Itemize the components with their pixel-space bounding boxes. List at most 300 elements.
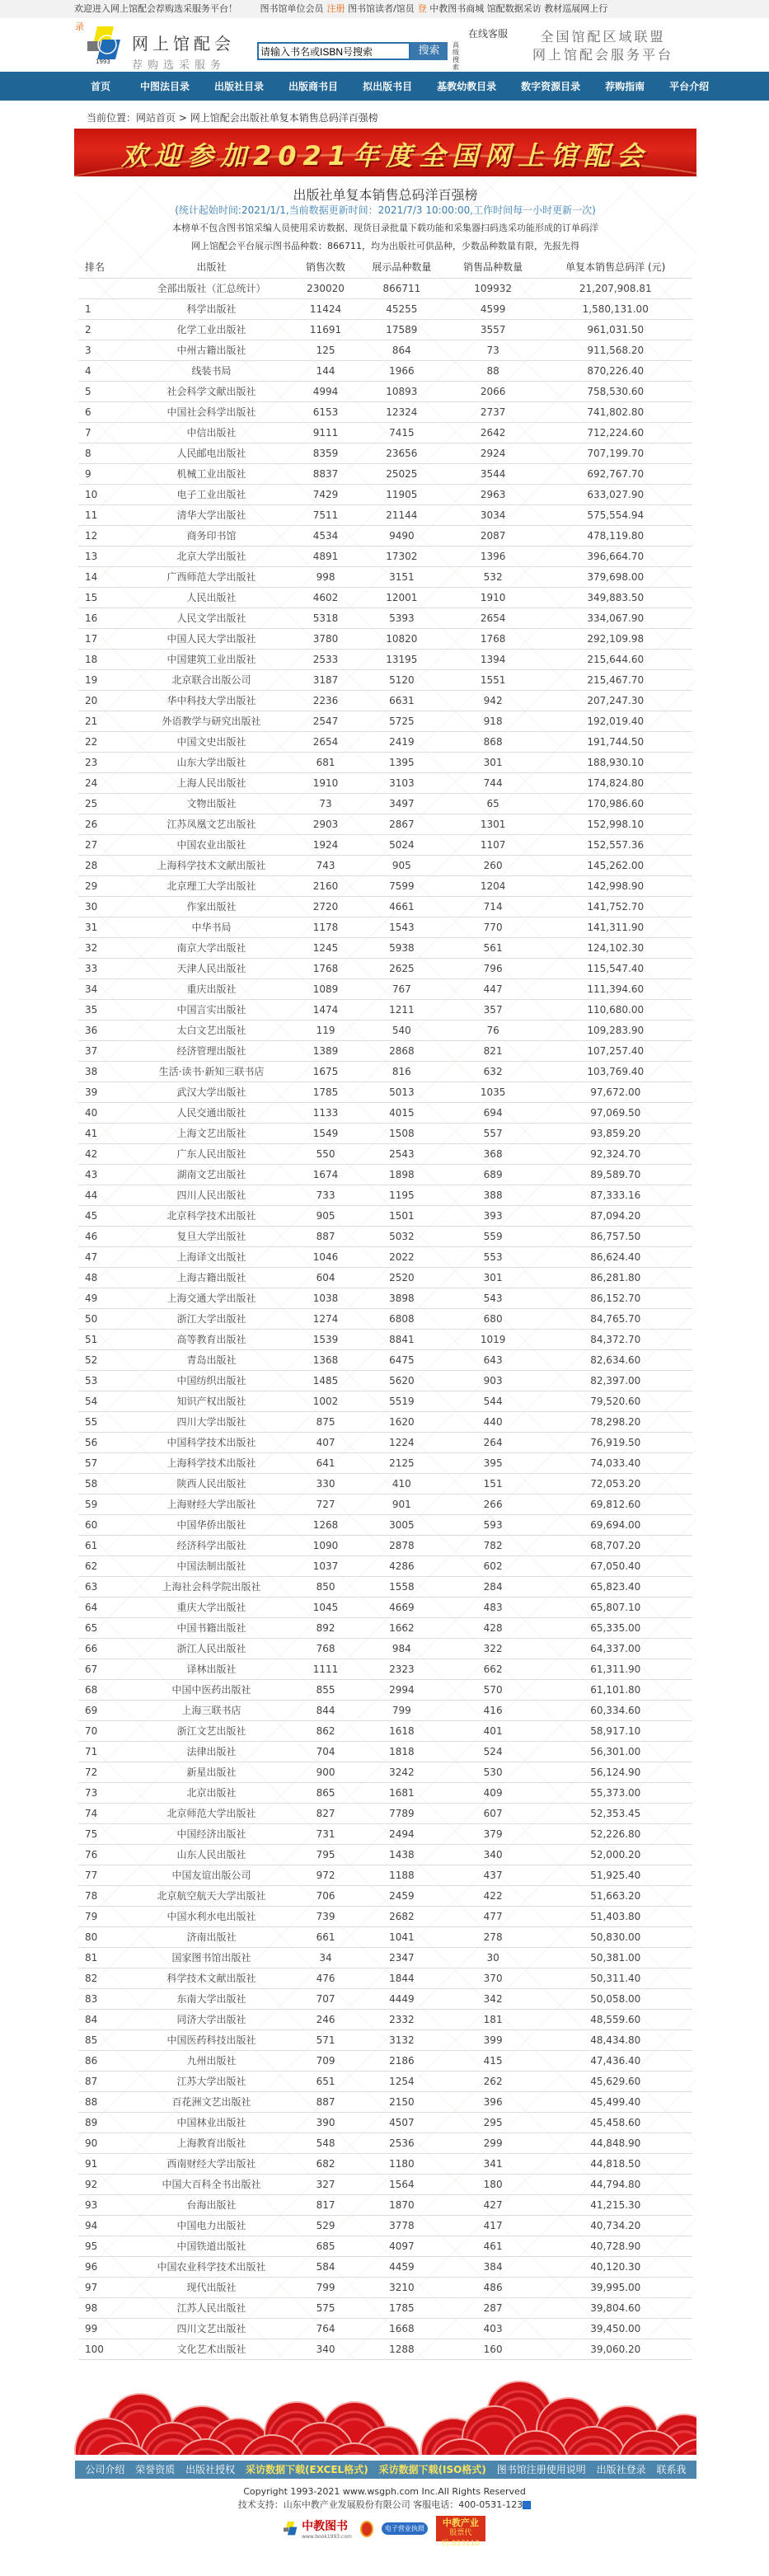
cell-publisher: 机械工业出版社 — [128, 463, 295, 484]
nav-k12-catalog[interactable]: 基教幼教目录 — [437, 81, 497, 92]
cell-sold-titles: 422 — [448, 1885, 539, 1906]
cell-publisher: 中国科学技术出版社 — [128, 1432, 295, 1452]
cell-shown-titles: 1785 — [356, 2297, 448, 2318]
cell-sales-count: 246 — [295, 2009, 356, 2029]
cell-sales-count: 1089 — [295, 978, 356, 999]
cell-sold-titles: 643 — [448, 1349, 539, 1370]
cell-shown-titles: 3005 — [356, 1514, 448, 1535]
cell-rank: 68 — [78, 1679, 128, 1700]
cell-shown-titles: 3898 — [356, 1288, 448, 1308]
cell-total-amount: 44,794.80 — [539, 2174, 692, 2194]
cell-shown-titles: 1211 — [356, 999, 448, 1020]
cell-publisher: 中国中医药出版社 — [128, 1679, 295, 1700]
cell-shown-titles: 6475 — [356, 1349, 448, 1370]
table-row — [78, 875, 692, 896]
cell-sales-count: 727 — [295, 1494, 356, 1514]
cell-rank: 82 — [78, 1968, 128, 1988]
cell-sold-titles: 301 — [448, 752, 539, 772]
nav-about[interactable]: 平台介绍 — [669, 81, 710, 92]
cell-total-amount: 40,728.90 — [539, 2236, 692, 2256]
cell-total-amount: 44,818.50 — [539, 2153, 692, 2174]
cell-sales-count: 1274 — [295, 1308, 356, 1329]
cell-total-amount: 379,698.00 — [539, 566, 692, 587]
cell-sales-count: 3780 — [295, 628, 356, 649]
table-row — [78, 340, 692, 360]
cell-rank: 56 — [78, 1432, 128, 1452]
nav-vendor-catalog[interactable]: 出版商书目 — [288, 81, 339, 92]
cell-publisher: 人民文学出版社 — [128, 608, 295, 628]
slogan-line-1: 全国馆配区域联盟 — [540, 29, 666, 45]
cell-publisher: 上海财经大学出版社 — [128, 1494, 295, 1514]
cell-publisher: 四川文艺出版社 — [128, 2318, 295, 2339]
stock-code-badge[interactable] — [436, 2516, 485, 2548]
cell-rank: 100 — [78, 2339, 128, 2359]
cell-publisher: 西南财经大学出版社 — [128, 2153, 295, 2174]
cell-rank: 31 — [78, 917, 128, 937]
cell-sold-titles: 322 — [448, 1638, 539, 1659]
cell-shown-titles: 1898 — [356, 1164, 448, 1185]
cell-sold-titles: 395 — [448, 1452, 539, 1473]
cell-sales-count: 641 — [295, 1452, 356, 1473]
cell-sales-count: 4994 — [295, 381, 356, 401]
cell-total-amount: 61,101.80 — [539, 1679, 692, 1700]
cell-publisher: 国家图书馆出版社 — [128, 1947, 295, 1968]
cell-shown-titles: 984 — [356, 1638, 448, 1659]
cell-sales-count: 682 — [295, 2153, 356, 2174]
cell-rank: 67 — [78, 1659, 128, 1679]
breadcrumb-home[interactable]: 网站首页 — [136, 112, 176, 124]
cell-sales-count: 407 — [295, 1432, 356, 1452]
cell-shown-titles: 1558 — [356, 1576, 448, 1597]
cell-sales-count: 1539 — [295, 1329, 356, 1349]
cell-shown-titles: 2682 — [356, 1906, 448, 1926]
cell-total-amount: 152,998.10 — [539, 814, 692, 834]
table-row — [78, 669, 692, 690]
cell-total-amount: 39,060.20 — [539, 2339, 692, 2359]
note-exclusion: 本榜单不包含图书馆采编人员使用采访数据、现货目录批量下载功能和采集器扫码选采功能形成的订单码洋 — [172, 223, 598, 233]
footer-nav — [75, 2461, 696, 2479]
business-license-badge[interactable]: 电子营业执照 — [382, 2522, 428, 2535]
cell-shown-titles: 1620 — [356, 1411, 448, 1432]
cell-publisher: 华中科技大学出版社 — [128, 690, 295, 711]
cell-total-amount: 207,247.30 — [539, 690, 692, 711]
table-row — [78, 1865, 692, 1885]
site-logo-icon[interactable] — [87, 25, 124, 64]
table-row — [78, 1906, 692, 1926]
table-row — [78, 1597, 692, 1617]
cell-sold-titles: 264 — [448, 1432, 539, 1452]
cell-sold-titles: 379 — [448, 1823, 539, 1844]
cell-sold-titles: 370 — [448, 1968, 539, 1988]
cell-total-amount: 56,301.00 — [539, 1741, 692, 1762]
cell-publisher: 北京联合出版公司 — [128, 669, 295, 690]
cell-sold-titles: 160 — [448, 2339, 539, 2359]
cell-sales-count: 4534 — [295, 525, 356, 546]
cell-sales-count: 731 — [295, 1823, 356, 1844]
cell-total-amount: 40,734.20 — [539, 2215, 692, 2236]
cell-sold-titles: 553 — [448, 1246, 539, 1267]
cell-sold-titles: 340 — [448, 1844, 539, 1865]
cell-sales-count: 709 — [295, 2050, 356, 2071]
cell-rank: 78 — [78, 1885, 128, 1906]
cell-rank: 44 — [78, 1185, 128, 1205]
register-link[interactable]: 注册 — [326, 3, 345, 14]
cell-sales-count: 685 — [295, 2236, 356, 2256]
cell-total-amount: 215,644.60 — [539, 649, 692, 669]
breadcrumb-current: 网上馆配会出版社单复本销售总码洋百强榜 — [190, 112, 378, 124]
cell-total-amount: 72,053.20 — [539, 1473, 692, 1494]
cell-total-amount: 141,311.90 — [539, 917, 692, 937]
cell-rank: 43 — [78, 1164, 128, 1185]
table-row — [78, 1061, 692, 1082]
cell-sold-titles: 2642 — [448, 422, 539, 443]
cell-sold-titles: 427 — [448, 2194, 539, 2215]
slogan-line-2: 网上馆配会服务平台 — [532, 47, 674, 63]
cell-publisher: 中国建筑工业出版社 — [128, 649, 295, 669]
cell-rank: 28 — [78, 855, 128, 875]
cell-sold-titles: 415 — [448, 2050, 539, 2071]
cell-shown-titles: 5620 — [356, 1370, 448, 1391]
cell-sales-count: 1910 — [295, 772, 356, 793]
nav-publisher-catalog[interactable]: 出版社目录 — [214, 81, 265, 92]
footer-link[interactable]: 联系我 — [656, 2464, 687, 2475]
cell-publisher: 科学出版社 — [128, 298, 295, 319]
cell-rank: 25 — [78, 793, 128, 814]
cell-total-amount: 41,215.30 — [539, 2194, 692, 2215]
cell-sales-count: 875 — [295, 1411, 356, 1432]
table-row — [78, 1308, 692, 1329]
cell-shown-titles: 3151 — [356, 566, 448, 587]
cell-rank: 66 — [78, 1638, 128, 1659]
cell-total-amount: 50,830.00 — [539, 1926, 692, 1947]
table-row — [78, 1102, 692, 1123]
cell-shown-titles: 1501 — [356, 1205, 448, 1226]
nav-digital-catalog[interactable]: 数字资源目录 — [521, 81, 581, 92]
cell-publisher: 高等教育出版社 — [128, 1329, 295, 1349]
table-row — [78, 1020, 692, 1040]
cell-sales-count: 1485 — [295, 1370, 356, 1391]
footer-link[interactable]: 公司介绍 — [85, 2464, 125, 2475]
cell-sales-count: 892 — [295, 1617, 356, 1638]
cell-publisher: 现代出版社 — [128, 2277, 295, 2297]
cell-rank: 98 — [78, 2297, 128, 2318]
cell-sold-titles: 744 — [448, 772, 539, 793]
cell-sales-count: 972 — [295, 1865, 356, 1885]
cell-sold-titles: 2737 — [448, 401, 539, 422]
cell-sales-count: 1038 — [295, 1288, 356, 1308]
table-row — [78, 1720, 692, 1741]
table-row — [78, 1844, 692, 1865]
cell-rank: 65 — [78, 1617, 128, 1638]
cell-publisher: 社会科学文献出版社 — [128, 381, 295, 401]
cell-sold-titles: 278 — [448, 1926, 539, 1947]
cell-total-amount: 58,917.10 — [539, 1720, 692, 1741]
cell-sales-count: 704 — [295, 1741, 356, 1762]
cell-publisher: 中国华侨出版社 — [128, 1514, 295, 1535]
cell-rank: 18 — [78, 649, 128, 669]
table-row — [78, 2091, 692, 2112]
cell-sales-count: 2720 — [295, 896, 356, 917]
footer-link[interactable]: 采访数据下载(EXCEL格式) — [246, 2464, 368, 2475]
cell-sold-titles: 2924 — [448, 443, 539, 463]
cell-shown-titles: 2543 — [356, 1143, 448, 1164]
cell-sales-count: 2533 — [295, 649, 356, 669]
top-link-exhibition[interactable]: 教材巡展网上行 — [544, 3, 608, 14]
breadcrumb-label: 当前位置： — [87, 112, 137, 124]
cell-publisher: 重庆大学出版社 — [128, 1597, 295, 1617]
cell-total-amount: 174,824.80 — [539, 772, 692, 793]
cell-sales-count: 1549 — [295, 1123, 356, 1143]
cell-shown-titles: 12001 — [356, 587, 448, 608]
cell-publisher: 经济科学出版社 — [128, 1535, 295, 1555]
cell-shown-titles: 6631 — [356, 690, 448, 711]
table-row — [78, 1823, 692, 1844]
table-row — [78, 1947, 692, 1968]
nav-guide[interactable]: 荐购指南 — [605, 81, 645, 92]
cell-publisher: 北京航空航天大学出版社 — [128, 1885, 295, 1906]
cell-shown-titles: 1288 — [356, 2339, 448, 2359]
table-row — [78, 608, 692, 628]
login-link[interactable]: 登 — [417, 3, 427, 14]
top-link-data[interactable]: 馆配数据采访 — [486, 3, 542, 14]
col-total-amount: 单复本销售总码洋 (元) — [539, 256, 692, 278]
cell-publisher: 浙江大学出版社 — [128, 1308, 295, 1329]
cell-total-amount: 79,520.60 — [539, 1391, 692, 1411]
cell-rank: 86 — [78, 2050, 128, 2071]
copyright-block — [0, 2485, 769, 2512]
cell-rank: 2 — [78, 319, 128, 340]
top-link-mall[interactable]: 中教图书商城 — [429, 3, 485, 14]
cell-publisher: 经济管理出版社 — [128, 1040, 295, 1061]
cell-sold-titles: 561 — [448, 937, 539, 958]
cell-rank: 84 — [78, 2009, 128, 2029]
cell-rank: 99 — [78, 2318, 128, 2339]
cell-publisher: 作家出版社 — [128, 896, 295, 917]
baidu-paw-icon[interactable] — [523, 2501, 531, 2509]
cell-publisher: 中信出版社 — [128, 422, 295, 443]
table-row — [78, 917, 692, 937]
cell-shown-titles: 1662 — [356, 1617, 448, 1638]
table-row — [78, 1267, 692, 1288]
table-row — [78, 2112, 692, 2133]
table-row — [78, 1288, 692, 1308]
cell-sales-count: 7511 — [295, 504, 356, 525]
cell-rank: 26 — [78, 814, 128, 834]
cell-total-amount: 56,124.90 — [539, 1762, 692, 1782]
cell-shown-titles: 5519 — [356, 1391, 448, 1411]
cell-sales-count: 571 — [295, 2029, 356, 2050]
cell-shown-titles: 4449 — [356, 1988, 448, 2009]
cell-sold-titles: 180 — [448, 2174, 539, 2194]
cell-shown-titles: 1188 — [356, 1865, 448, 1885]
table-row — [78, 2236, 692, 2256]
cell-sales-count: 1675 — [295, 1061, 356, 1082]
cell-sales-count: 604 — [295, 1267, 356, 1288]
cell-publisher: 中国友谊出版公司 — [128, 1865, 295, 1885]
cell-rank: 24 — [78, 772, 128, 793]
cell-total-amount: 115,547.40 — [539, 958, 692, 978]
cell-sales-count: 1133 — [295, 1102, 356, 1123]
cell-sales-count: 1245 — [295, 937, 356, 958]
footer-link[interactable]: 出版社登录 — [596, 2464, 646, 2475]
cell-sold-titles: 30 — [448, 1947, 539, 1968]
cell-rank: 22 — [78, 731, 128, 752]
cell-total-amount: 758,530.60 — [539, 381, 692, 401]
logo-subtitle: 荐购选采服务 — [132, 59, 227, 72]
col-publisher: 出版社 — [128, 256, 295, 278]
cell-sold-titles: 287 — [448, 2297, 539, 2318]
cell-sales-count: 743 — [295, 855, 356, 875]
cell-rank: 88 — [78, 2091, 128, 2112]
footer-logos — [0, 2515, 769, 2548]
cell-rank: 48 — [78, 1267, 128, 1288]
table-row — [78, 484, 692, 504]
table-row — [78, 958, 692, 978]
cell-total-amount: 97,672.00 — [539, 1082, 692, 1102]
cell-sold-titles: 409 — [448, 1782, 539, 1803]
cell-total-amount: 961,031.50 — [539, 319, 692, 340]
table-row — [78, 1576, 692, 1597]
online-service-link[interactable]: 在线客服 — [468, 28, 509, 40]
cell-total-amount: 170,986.60 — [539, 793, 692, 814]
cell-shown-titles: 2125 — [356, 1452, 448, 1473]
cell-rank: 41 — [78, 1123, 128, 1143]
cell-sales-count: 584 — [295, 2256, 356, 2277]
cell-shown-titles: 2625 — [356, 958, 448, 978]
cell-rank: 97 — [78, 2277, 128, 2297]
search-button[interactable]: 搜索 — [410, 42, 448, 60]
header — [0, 18, 769, 72]
cell-sales-count: 529 — [295, 2215, 356, 2236]
cell-total-amount: 575,554.94 — [539, 504, 692, 525]
cell-total-amount: 741,802.80 — [539, 401, 692, 422]
cell-shown-titles: 4097 — [356, 2236, 448, 2256]
nav-home[interactable]: 首页 — [91, 81, 111, 92]
decorative-waves — [74, 2360, 696, 2455]
cell-sold-titles: 602 — [448, 1555, 539, 1576]
cell-sold-titles: 396 — [448, 2091, 539, 2112]
cell-rank: 74 — [78, 1803, 128, 1823]
cell-sold-titles: 1035 — [448, 1082, 539, 1102]
cell-sales-count: 1924 — [295, 834, 356, 855]
cell-shown-titles: 2536 — [356, 2133, 448, 2153]
cell-shown-titles: 3497 — [356, 793, 448, 814]
cell-publisher: 济南出版社 — [128, 1926, 295, 1947]
cell-shown-titles: 1870 — [356, 2194, 448, 2215]
table-row — [78, 360, 692, 381]
login-link-tail[interactable]: 录 — [75, 21, 84, 32]
footer-link[interactable]: 荣誉资质 — [135, 2464, 176, 2475]
cell-shown-titles: 1681 — [356, 1782, 448, 1803]
cell-total-amount: 61,311.90 — [539, 1659, 692, 1679]
cell-sold-titles: 399 — [448, 2029, 539, 2050]
cell-sales-count: 125 — [295, 340, 356, 360]
cell-sales-count: 11424 — [295, 298, 356, 319]
table-row — [78, 1741, 692, 1762]
col-rank: 排名 — [78, 256, 128, 278]
cell-shown-titles: 1438 — [356, 1844, 448, 1865]
cell-sold-titles: 689 — [448, 1164, 539, 1185]
col-shown-titles: 展示品种数量 — [356, 256, 448, 278]
cell-shown-titles: 4669 — [356, 1597, 448, 1617]
cell-publisher: 北京出版社 — [128, 1782, 295, 1803]
summary-name: 全部出版社（汇总统计） — [128, 278, 295, 298]
cell-total-amount: 48,434.80 — [539, 2029, 692, 2050]
logo-title: 网上馆配会 — [132, 34, 235, 54]
update-info: (统计起始时间:2021/1/1,当前数据更新时间：2021/7/3 10:00:00,工作时间每一小时更新一次) — [175, 204, 596, 216]
cell-publisher: 天津人民出版社 — [128, 958, 295, 978]
zhongjiao-logo[interactable] — [284, 2517, 352, 2540]
footer-link[interactable]: 采访数据下载(ISO格式) — [378, 2464, 486, 2475]
cell-shown-titles: 17302 — [356, 546, 448, 566]
cell-sold-titles: 559 — [448, 1226, 539, 1246]
stock-code: 股票代码:833110 — [441, 2529, 481, 2548]
nav-clc-catalog[interactable]: 中图法目录 — [140, 81, 190, 92]
cell-publisher: 东南大学出版社 — [128, 1988, 295, 2009]
cell-sold-titles: 821 — [448, 1040, 539, 1061]
summary-row — [78, 278, 692, 298]
cell-rank: 6 — [78, 401, 128, 422]
cell-rank: 47 — [78, 1246, 128, 1267]
cell-rank: 27 — [78, 834, 128, 855]
cell-shown-titles: 3132 — [356, 2029, 448, 2050]
cell-sold-titles: 461 — [448, 2236, 539, 2256]
cell-publisher: 中国农业科学技术出版社 — [128, 2256, 295, 2277]
cell-shown-titles: 2022 — [356, 1246, 448, 1267]
nav-forthcoming[interactable]: 拟出版书目 — [363, 81, 413, 92]
promo-banner — [74, 129, 696, 176]
cell-total-amount: 633,027.90 — [539, 484, 692, 504]
cell-sold-titles: 483 — [448, 1597, 539, 1617]
cell-total-amount: 692,767.70 — [539, 463, 692, 484]
cell-sales-count: 330 — [295, 1473, 356, 1494]
cell-rank: 60 — [78, 1514, 128, 1535]
cell-total-amount: 45,499.40 — [539, 2091, 692, 2112]
cell-shown-titles: 25025 — [356, 463, 448, 484]
footer-link[interactable]: 图书馆注册使用说明 — [496, 2464, 586, 2475]
advanced-search-link[interactable]: 高级搜索 — [452, 41, 459, 71]
col-sales-count: 销售次数 — [295, 256, 356, 278]
cell-publisher: 北京大学出版社 — [128, 546, 295, 566]
cell-publisher: 上海社会科学院出版社 — [128, 1576, 295, 1597]
cell-shown-titles: 1543 — [356, 917, 448, 937]
cell-sold-titles: 770 — [448, 917, 539, 937]
cell-total-amount: 39,450.00 — [539, 2318, 692, 2339]
cell-publisher: 人民交通出版社 — [128, 1102, 295, 1123]
cell-sold-titles: 3557 — [448, 319, 539, 340]
search-input[interactable] — [257, 42, 410, 60]
footer-link[interactable]: 出版社授权 — [185, 2464, 236, 2475]
cell-rank: 21 — [78, 711, 128, 731]
cell-rank: 33 — [78, 958, 128, 978]
table-row — [78, 649, 692, 669]
cell-sales-count: 34 — [295, 1947, 356, 1968]
table-row — [78, 2050, 692, 2071]
cell-sales-count: 799 — [295, 2277, 356, 2297]
cell-rank: 8 — [78, 443, 128, 463]
cell-sold-titles: 417 — [448, 2215, 539, 2236]
cell-shown-titles: 864 — [356, 340, 448, 360]
cell-total-amount: 292,109.98 — [539, 628, 692, 649]
cell-sold-titles: 416 — [448, 1700, 539, 1720]
cell-sold-titles: 1204 — [448, 875, 539, 896]
police-emblem-icon[interactable] — [360, 2521, 373, 2537]
table-row — [78, 711, 692, 731]
table-row — [78, 1391, 692, 1411]
cell-sold-titles: 1301 — [448, 814, 539, 834]
cell-sold-titles: 65 — [448, 793, 539, 814]
table-row — [78, 422, 692, 443]
